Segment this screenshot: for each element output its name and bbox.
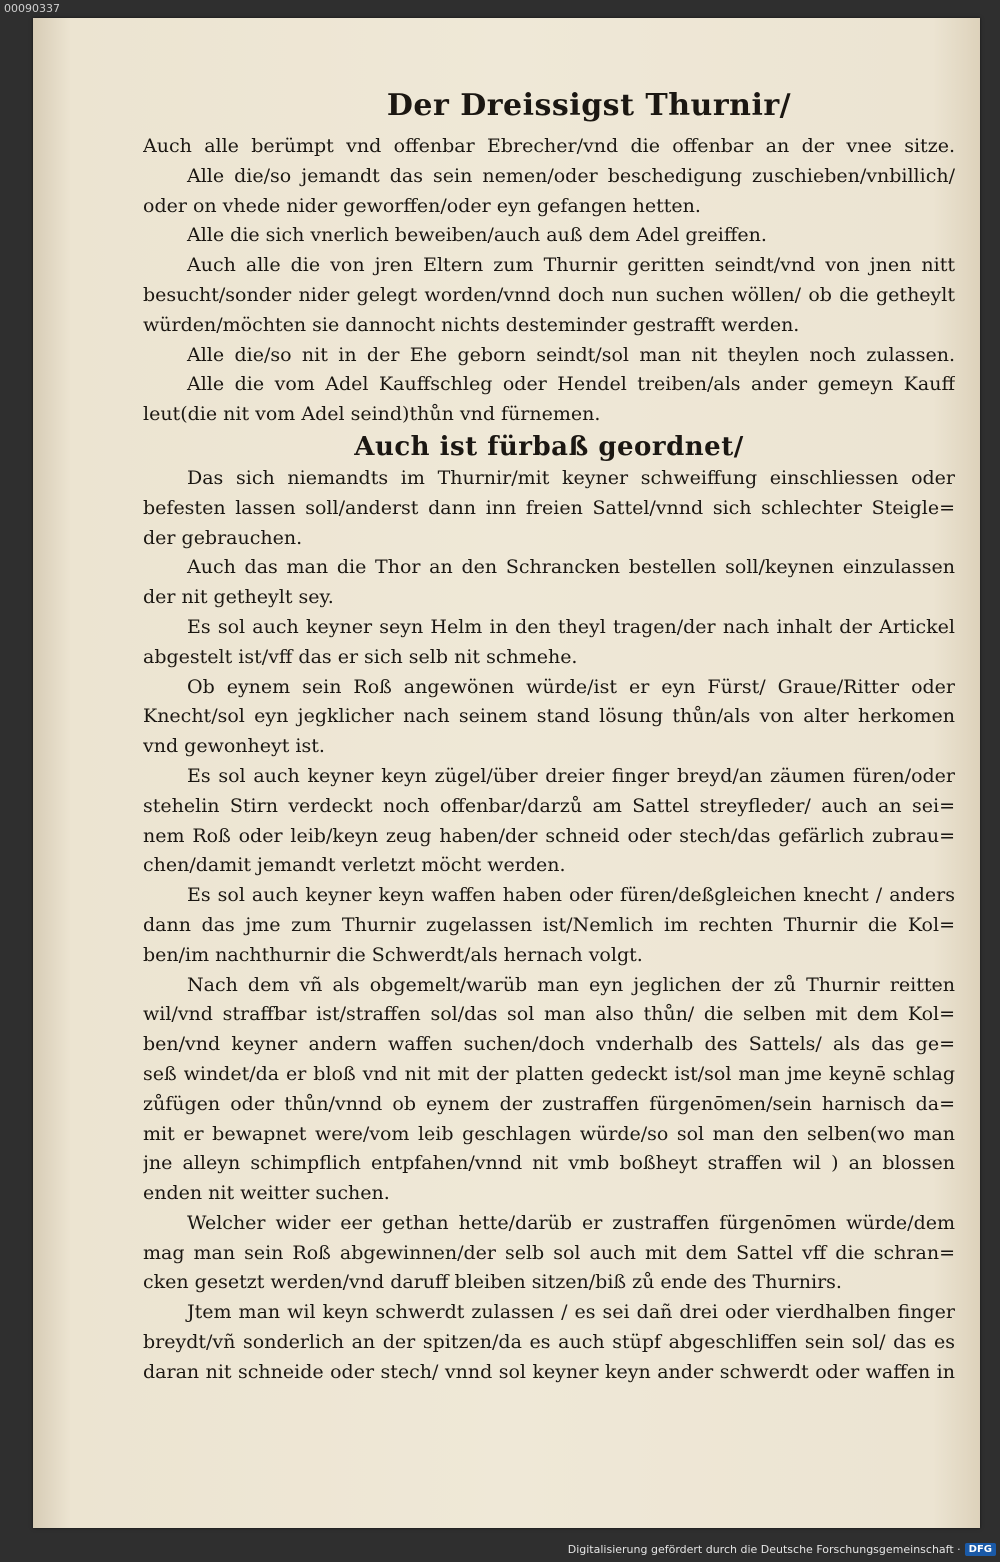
text-line: Auch alle berümpt vnd offenbar Ebrecher/vnd die offenbar an der vnee sitze. — [143, 135, 955, 157]
text-line: abgestelt ist/vff das er sich selb nit schmehe. — [143, 645, 578, 668]
text-line: Auch das man die Thor an den Schrancken bestellen soll/keynen einzulassen — [187, 556, 955, 579]
text-line: stehelin Stirn verdeckt noch offenbar/darzů am Sattel streyfleder/ auch an sei= — [143, 794, 955, 817]
text-line: dann das jme zum Thurnir zugelassen ist/Nemlich im rechten Thurnir die Kol= — [143, 913, 955, 936]
text-line: mit er bewapnet were/vom leib geschlagen würde/so sol man den selben(wo man — [143, 1122, 955, 1145]
text-line: leut(die nit vom Adel seind)thůn vnd fürnemen. — [143, 403, 601, 426]
text-line: Auch alle die von jren Eltern zum Thurnir geritten seindt/vnd von jnen nitt — [187, 254, 955, 277]
text-line: würden/möchten sie dannocht nichts desteminder gestrafft werden. — [143, 313, 800, 336]
text-line: besucht/sonder nider gelegt worden/vnnd doch nun suchen wöllen/ ob die getheylt — [143, 283, 955, 306]
text-line: jne alleyn schimpflich entpfahen/vnnd nit vmb boßheyt straffen wil ) an blossen — [143, 1152, 955, 1175]
text-line: befesten lassen soll/anderst dann inn freien Sattel/vnnd sich schlechter Steigle= — [143, 496, 955, 519]
text-lines-after — [143, 464, 955, 1388]
text-block — [143, 80, 955, 1388]
text-line: Knecht/sol eyn jegklicher nach seinem stand lösung thůn/als von alter herkomen — [143, 705, 955, 728]
text-line: breydt/vñ sonderlich an der spitzen/da es auch stüpf abgeschliffen sein sol/ das es — [143, 1331, 955, 1354]
text-line: vnd gewonheyt ist. — [143, 735, 325, 758]
text-line: Welcher wider eer gethan hette/darüb er zustraffen fürgenōmen würde/dem — [187, 1211, 955, 1234]
text-line: enden nit weitter suchen. — [143, 1182, 390, 1205]
text-line: Es sol auch keyner keyn zügel/über dreier finger breyd/an zäumen füren/oder — [187, 764, 955, 787]
page-title: Der Dreissigst Thurnir/ — [386, 88, 792, 123]
text-line: seß windet/da er bloß vnd nit mit der platten gedeckt ist/sol man jme keynē schlag — [143, 1062, 955, 1085]
text-line: Jtem man wil keyn schwerdt zulassen / es sei dañ drei oder vierdhalben finger — [187, 1301, 955, 1324]
text-line: Es sol auch keyner keyn waffen haben oder füren/deßgleichen knecht / anders — [187, 884, 955, 907]
text-line: Ob eynem sein Roß angewönen würde/ist er eyn Fürst/ Graue/Ritter oder — [187, 675, 955, 698]
text-line: daran nit schneide oder stech/ vnnd sol keyner keyn ander schwerdt oder waffen in — [143, 1360, 955, 1383]
section-heading: Auch ist fürbaß geordnet/ — [354, 431, 744, 462]
text-line: Nach dem vñ als obgemelt/warüb man eyn jeglichen der zů Thurnir reitten — [187, 973, 955, 996]
text-line: Alle die sich vnerlich beweiben/auch auß dem Adel greiffen. — [187, 224, 767, 247]
text-line: wil/vnd straffbar ist/straffen sol/das sol man also thůn/ die selben mit dem Kol= — [143, 1003, 955, 1026]
text-line: Alle die vom Adel Kauffschleg oder Hendel treiben/als ander gemeyn Kauff — [187, 373, 955, 396]
text-line: oder on vhede nider geworffen/oder eyn gefangen hetten. — [143, 194, 701, 217]
text-line: ben/vnd keyner andern waffen suchen/doch vnderhalb des Sattels/ als das ge= — [143, 1033, 955, 1056]
text-line: nem Roß oder leib/keyn zeug haben/der schneid oder stech/das gefärlich zubrau= — [143, 824, 955, 847]
scan-id: 00090337 — [4, 2, 60, 15]
text-lines-before — [143, 132, 955, 430]
text-line: der gebrauchen. — [143, 526, 303, 549]
text-line: chen/damit jemandt verletzt möcht werden. — [143, 854, 566, 877]
text-line: mag man sein Roß abgewinnen/der selb sol auch mit dem Sattel vff die schran= — [143, 1241, 955, 1264]
footer — [568, 1543, 996, 1556]
text-line: der nit getheylt sey. — [143, 586, 334, 609]
text-line: zůfügen oder thůn/vnnd ob eynem der zustraffen fürgenōmen/sein harnisch da= — [143, 1092, 955, 1115]
text-line: cken gesetzt werden/vnd daruff bleiben sitzen/biß zů ende des Thurnirs. — [143, 1271, 842, 1294]
book-page — [33, 18, 980, 1528]
text-line: Alle die/so jemandt das sein nemen/oder beschedigung zuschieben/vnbillich/ — [187, 164, 955, 187]
text-line: Das sich niemandts im Thurnir/mit keyner schweiffung einschliessen oder — [187, 466, 955, 489]
dfg-logo: DFG — [965, 1543, 996, 1556]
funding-notice: Digitalisierung gefördert durch die Deutsche Forschungsgemeinschaft · — [567, 1543, 961, 1556]
text-line: ben/im nachthurnir die Schwerdt/als hernach volgt. — [143, 943, 643, 966]
text-line: Es sol auch keyner seyn Helm in den theyl tragen/der nach inhalt der Artickel — [187, 615, 955, 638]
text-line: Alle die/so nit in der Ehe geborn seindt/sol man nit theylen noch zulassen. — [187, 343, 955, 366]
